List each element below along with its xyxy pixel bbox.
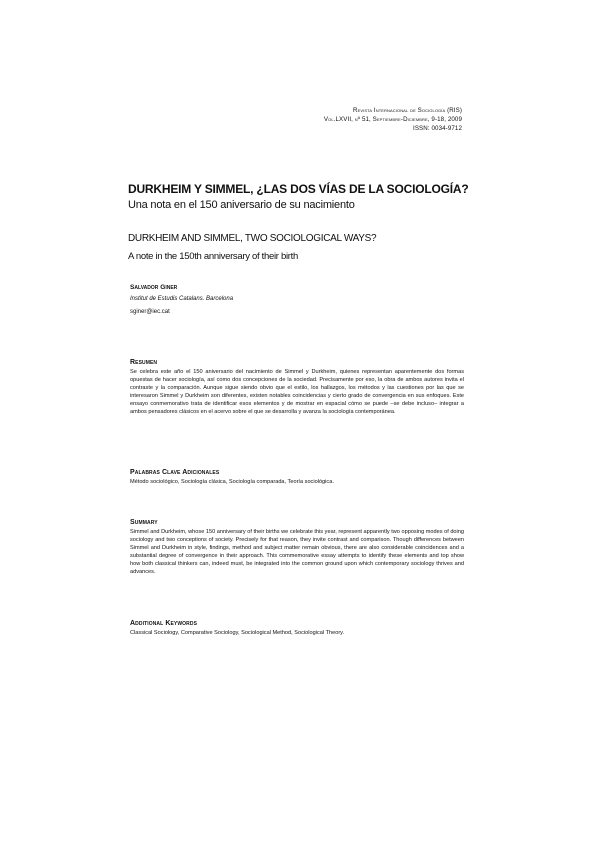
summary-text: Simmel and Durkheim, whose 150 anniversary of their births we celebrate this year, represent apparently two opposing modes of doing sociology and two conceptions of society. Precisely for that reason, they invite contrast and comparison. Though differences between Simmel and Durkheim in style, findings, method and subject matter remain obvious, there are also considerable coincidences and a substantial degree of convergence in their approach. This commemorative essay attempts to identify these elements and top show how both classical thinkers can, indeed must, be integrated into the common ground upon which contemporary sociology thrives and advances. bbox=[130, 529, 464, 576]
palabras-clave-text: Método sociológico, Sociología clásica, Sociología comparada, Teoría sociológica. bbox=[130, 479, 334, 485]
summary-section bbox=[130, 519, 464, 576]
article-subtitle-en: A note in the 150th anniversary of their birth bbox=[128, 251, 298, 262]
keywords-text: Classical Sociology, Comparative Sociology, Sociological Method, Sociological Theory. bbox=[130, 630, 345, 636]
author-email[interactable]: sginer@iec.cat bbox=[130, 309, 170, 315]
author-name: Salvador Giner bbox=[130, 284, 178, 291]
article-subtitle-es: Una nota en el 150 aniversario de su nacimiento bbox=[128, 199, 355, 211]
resumen-text: Se celebra este año el 150 aniversario del nacimiento de Simmel y Durkheim, quienes representan aparentemente dos formas opuestas de hacer sociología, así como dos concepciones de la sociedad. Precisamente por eso, la obra de ambos autores invita el contraste y la comparación. Aunque sigue siendo obvio que el estilo, los hallazgos, los métodos y las cuestiones por las que se interesaron Simmel y Durkheim son diferentes, existen notables coincidencias y cierto grado de convergencia en sus enfoques. Este ensayo conmemorativo trata de identificar esos elementos y de mostrar en espacial cómo se puede –se debe incluso– integrar a ambos pensadores clásicos en el acervo sobre el que se desarrolla y avanza la sociología contemporánea. bbox=[130, 369, 464, 416]
journal-issn: ISSN: 0034-9712 bbox=[413, 125, 462, 132]
author-affiliation: Institut de Estudis Catalans. Barcelona bbox=[130, 296, 234, 302]
journal-header bbox=[324, 106, 462, 133]
journal-volume: Vol.LXVII, nº 51, Septiembre-Diciembre, 9-18, 2009 bbox=[323, 116, 462, 123]
keywords-section bbox=[130, 620, 464, 637]
palabras-clave-heading: Palabras Clave Adicionales bbox=[130, 469, 220, 476]
article-title-es: DURKHEIM Y SIMMEL, ¿LAS DOS VÍAS DE LA SOCIOLOGÍA? bbox=[128, 182, 469, 196]
summary-heading: Summary bbox=[130, 519, 158, 526]
resumen-section bbox=[130, 359, 464, 416]
palabras-clave-section bbox=[130, 469, 464, 486]
resumen-heading: Resumen bbox=[130, 359, 158, 366]
keywords-heading: Additional Keywords bbox=[130, 620, 198, 627]
article-title-en: DURKHEIM AND SIMMEL, TWO SOCIOLOGICAL WAYS? bbox=[128, 233, 377, 244]
journal-name: Revista Internacional de Sociología (RIS) bbox=[353, 107, 462, 114]
